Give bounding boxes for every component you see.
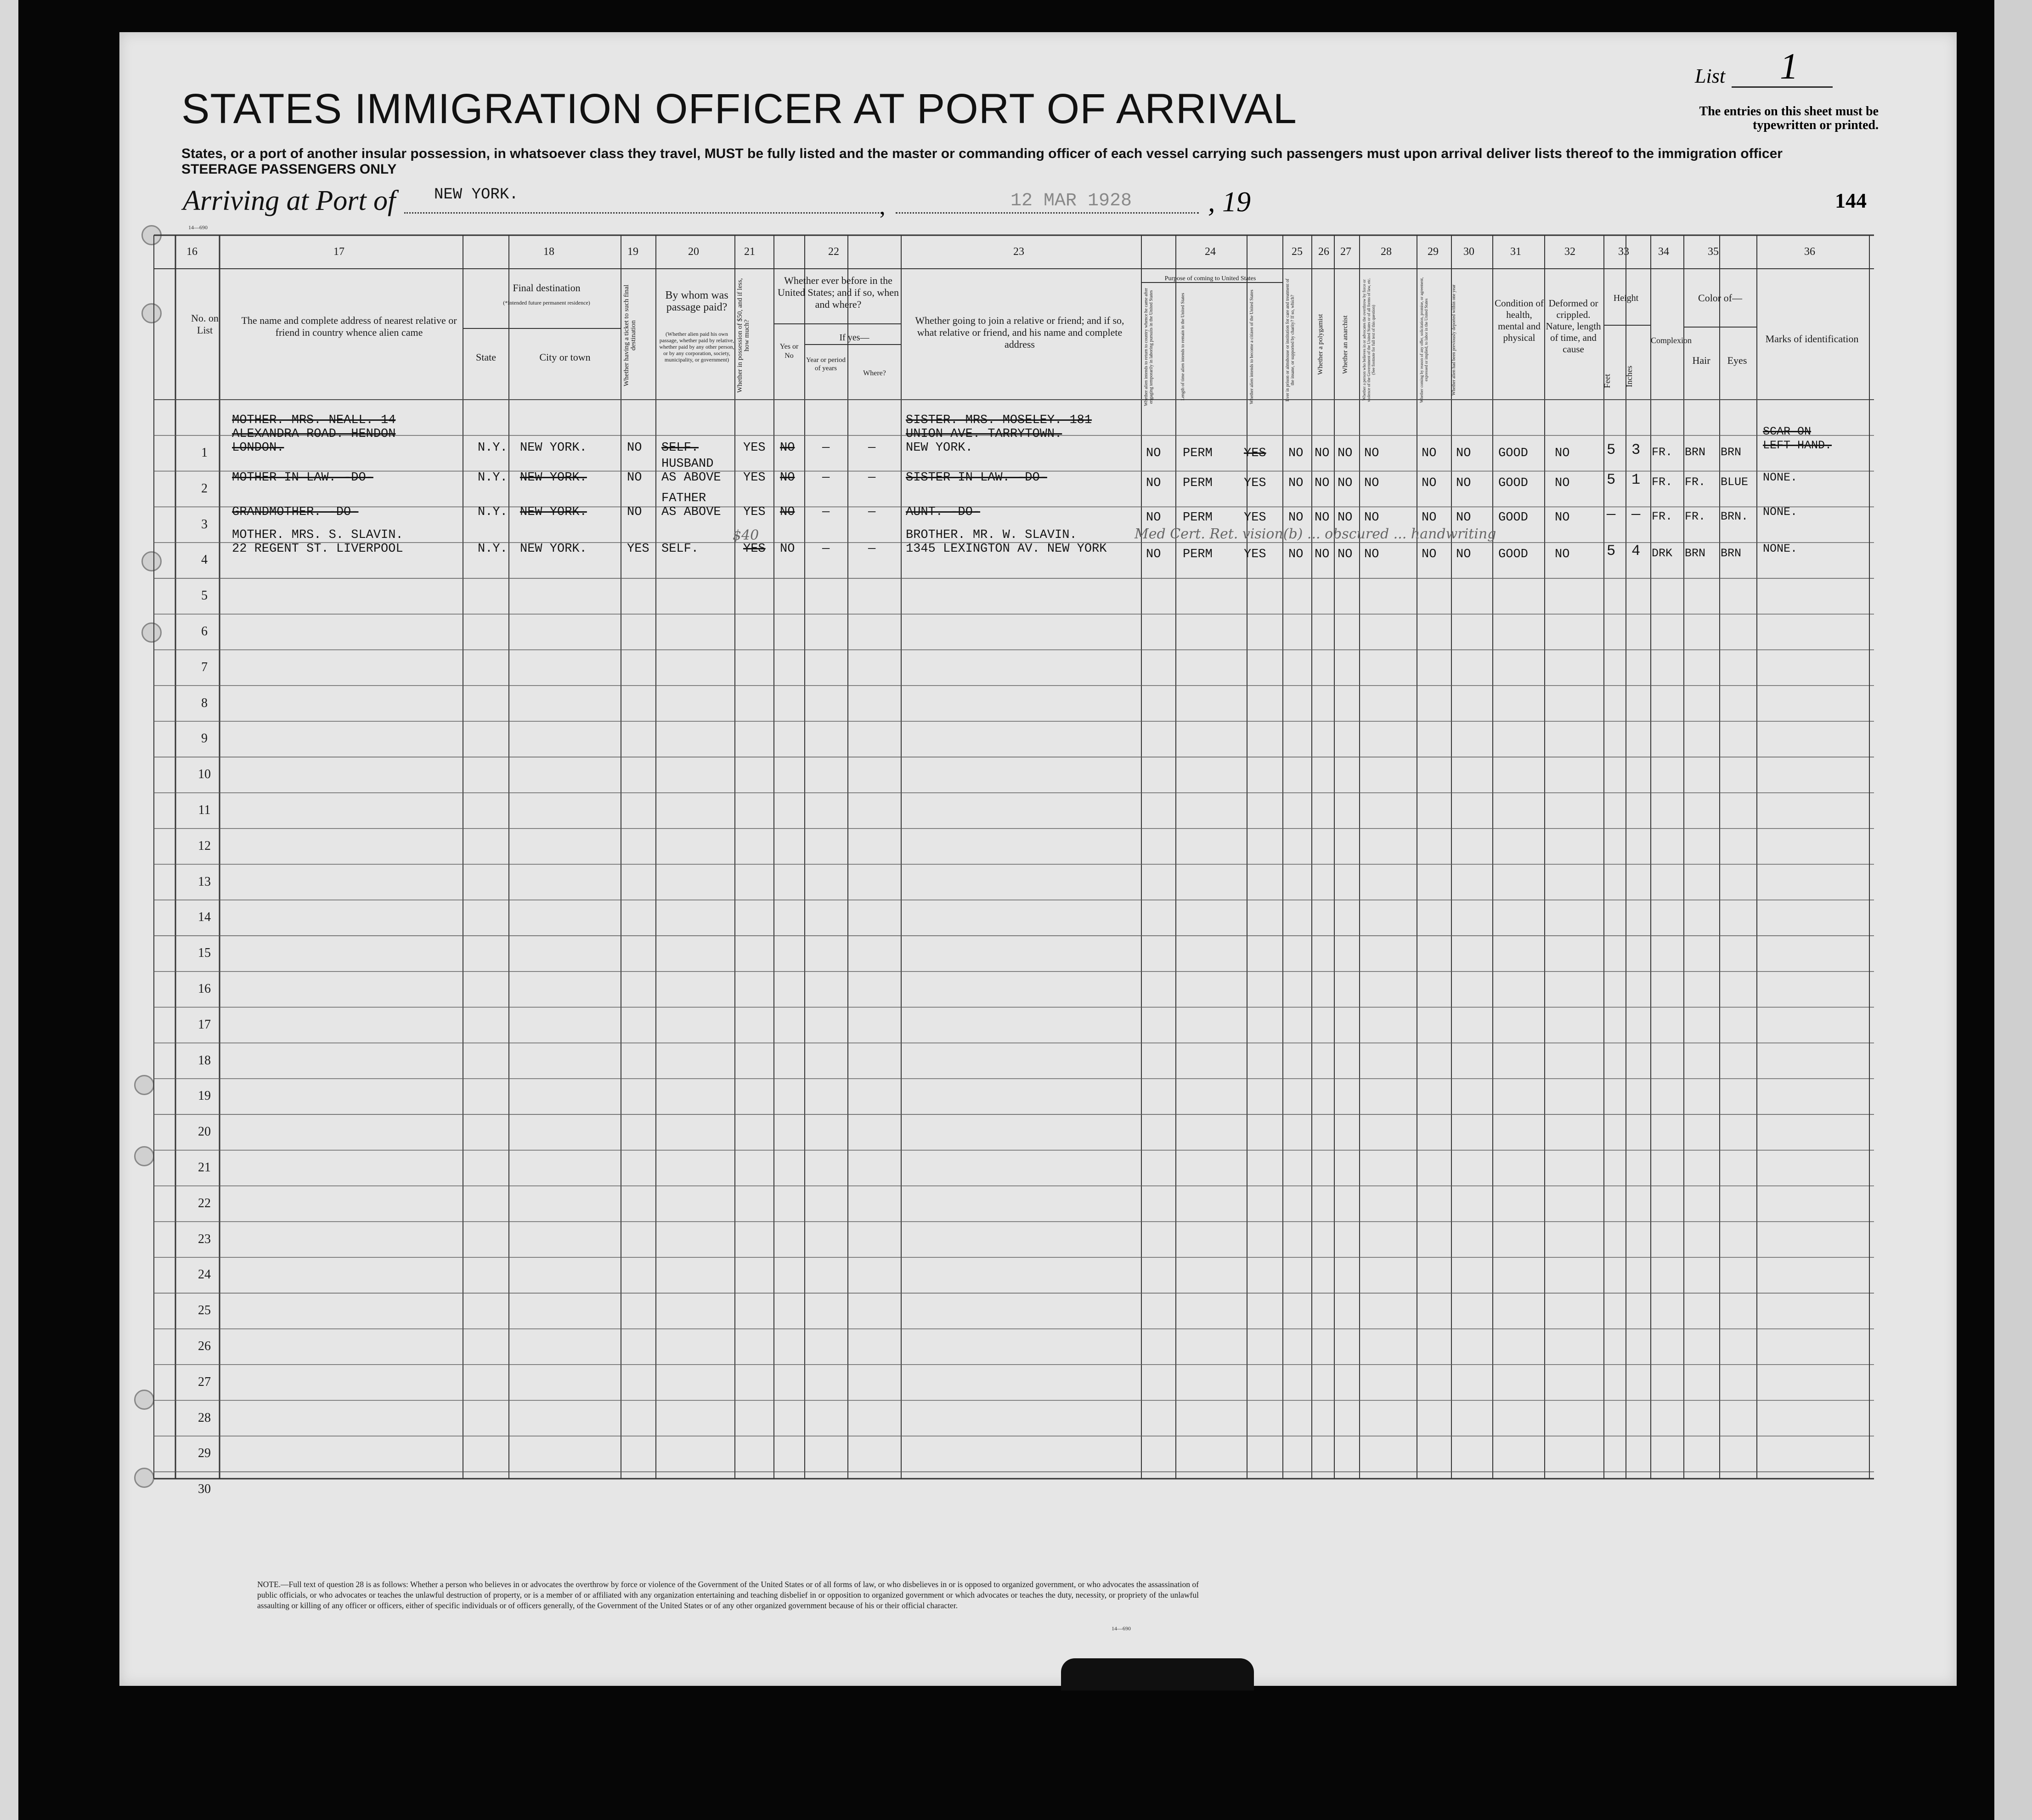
ticket-cell: NO	[627, 441, 642, 455]
header-prison: Ever in prison or almshouse or institution for care and treatment of the insane, or supported by charity? If so, which?	[1285, 278, 1295, 401]
column-number: 26	[1318, 246, 1329, 258]
eyes-cell: BRN.	[1721, 510, 1749, 523]
header-height: Height	[1613, 293, 1639, 303]
header-deported: Whether alien had been previously deported within one year	[1451, 284, 1456, 396]
header-purpose-return: Whether alien intends to return to country whence he came after engaging temporarily in laboring pursuits in the United States	[1144, 288, 1154, 406]
row-number: 2	[201, 481, 208, 496]
money-cell: YES	[743, 471, 766, 485]
row-number: 16	[198, 982, 211, 996]
year-label: , 19	[1208, 187, 1251, 218]
row-number: 4	[201, 553, 208, 567]
header-marks: Marks of identification	[1765, 333, 1859, 345]
column-number: 30	[1463, 246, 1474, 258]
joining-cell: 1345 LEXINGTON AV. NEW YORK	[906, 542, 1107, 556]
row-number: 23	[198, 1232, 211, 1246]
row-number: 3	[201, 517, 208, 531]
anarchist-cell: NO	[1338, 511, 1353, 525]
length-cell: PERM	[1183, 447, 1213, 460]
where-cell: —	[868, 441, 876, 455]
header-no-on-list: No. on List	[191, 312, 219, 336]
relative-address-line: MOTHER. MRS. NEALL. 14	[232, 413, 396, 427]
list-number: 1	[1780, 46, 1798, 87]
row-number: 20	[198, 1125, 211, 1139]
list-label: List	[1695, 65, 1726, 87]
row-number: 25	[198, 1303, 211, 1318]
prison-cell: NO	[1288, 476, 1304, 490]
header-labor-offer: Whether coming by reason of any offer, solicitation, promise, or agreement, expressed or implied, to labor in the United States	[1419, 277, 1428, 403]
header-eyes: Eyes	[1727, 355, 1747, 366]
header-joining: Whether going to join a relative or friend; and if so, what relative or friend, and his name and complete address	[915, 315, 1124, 350]
date-stamp: 12 MAR 1928	[1010, 191, 1132, 211]
return-cell: NO	[1146, 476, 1161, 490]
row-number: 24	[198, 1267, 211, 1282]
money-cell: YES	[743, 505, 766, 519]
deported-cell: NO	[1456, 511, 1471, 525]
column-number: 28	[1381, 246, 1392, 258]
header-deformed: Deformed or crippled. Nature, length of time, and cause	[1546, 298, 1601, 355]
where-cell: —	[868, 505, 876, 519]
column-number: 20	[688, 246, 699, 258]
health-cell: GOOD	[1498, 447, 1528, 460]
row-number: 29	[198, 1446, 211, 1461]
form-number-bottom: 14—690	[1112, 1625, 1131, 1632]
relative-address-line: MOTHER IN LAW. -DO-	[232, 471, 373, 485]
row-number: 1	[201, 446, 208, 460]
relative-address-line: LONDON.	[232, 441, 284, 455]
inches-cell: 1	[1631, 471, 1641, 488]
column-number: 31	[1510, 246, 1521, 258]
hair-cell: BRN	[1685, 446, 1706, 459]
state-cell: N.Y.	[478, 441, 508, 455]
column-number: 17	[333, 246, 344, 258]
before-us-cell: NO	[780, 441, 795, 455]
state-cell: N.Y.	[478, 542, 508, 556]
header-money: Whether in possession of $50, and if less, how much?	[736, 278, 751, 393]
header-before-us: Whether ever before in the United States; and if so, when and where?	[778, 275, 899, 310]
marks-cell: SCAR ON	[1763, 425, 1812, 438]
where-cell: —	[868, 542, 876, 556]
column-number: 21	[744, 246, 755, 258]
row-number: 13	[198, 874, 211, 889]
column-number: 27	[1340, 246, 1351, 258]
polygamist-cell: NO	[1315, 511, 1330, 525]
joining-cell: NEW YORK.	[906, 441, 973, 455]
column-number: 32	[1564, 246, 1575, 258]
prison-cell: NO	[1288, 511, 1304, 525]
feet-cell: 5	[1607, 471, 1616, 488]
before-us-cell: NO	[780, 471, 795, 485]
anarchist-cell: NO	[1338, 548, 1353, 561]
row-number: 18	[198, 1053, 211, 1068]
deported-cell: NO	[1456, 548, 1471, 561]
handwritten-money-note: $40	[733, 527, 759, 543]
header-state: State	[476, 351, 496, 363]
row-number: 8	[201, 695, 208, 710]
header-yes-no: Yes or No	[779, 343, 799, 360]
marks-cell: NONE.	[1763, 505, 1798, 519]
row-number: 22	[198, 1196, 211, 1210]
overthrow-cell: NO	[1364, 476, 1379, 490]
return-cell: NO	[1146, 548, 1161, 561]
inches-cell: 3	[1631, 441, 1641, 458]
city-cell: NEW YORK.	[520, 441, 587, 455]
deported-cell: NO	[1456, 476, 1471, 490]
page-title: STATES IMMIGRATION OFFICER AT PORT OF ARRIVAL	[181, 85, 1297, 132]
column-number: 23	[1013, 246, 1024, 258]
labor-offer-cell: NO	[1422, 511, 1437, 525]
ticket-cell: YES	[627, 542, 649, 556]
header-hair: Hair	[1692, 355, 1710, 366]
row-number: 26	[198, 1339, 211, 1353]
instructions-text: States, or a port of another insular possession, in whatsoever class they travel, MUST be fully listed and the master or commanding officer of each vessel carrying such passengers must upon arrival deliver lists thereof to the immigration officer	[181, 146, 1783, 161]
header-final-destination-sub: (*Intended future permanent residence)	[503, 300, 590, 306]
row-number: 21	[198, 1160, 211, 1175]
header-polygamist: Whether a polygamist	[1317, 314, 1324, 375]
city-cell: NEW YORK.	[520, 542, 587, 556]
joining-cell: SISTER IN LAW. -DO-	[906, 471, 1047, 485]
feet-cell: 5	[1607, 543, 1616, 560]
complexion-cell: DRK	[1652, 547, 1673, 560]
header-year: Year or period of years	[806, 356, 846, 372]
year-cell: —	[822, 441, 830, 455]
paid-by-cell: SELF.	[661, 441, 699, 455]
row-number: 9	[201, 731, 208, 746]
complexion-cell: FR.	[1652, 475, 1673, 489]
labor-offer-cell: NO	[1422, 476, 1437, 490]
column-number: 18	[543, 246, 554, 258]
eyes-cell: BRN	[1721, 446, 1742, 459]
paid-by-cell: FATHER	[661, 492, 706, 505]
overthrow-cell: NO	[1364, 548, 1379, 561]
deported-cell: NO	[1456, 447, 1471, 460]
citizen-cell: YES	[1244, 548, 1266, 561]
before-us-cell: NO	[780, 542, 795, 556]
inches-cell: 4	[1631, 543, 1641, 560]
header-final-destination: Final destination	[513, 282, 581, 294]
header-anarchist: Whether an anarchist	[1342, 315, 1349, 374]
return-cell: NO	[1146, 447, 1161, 460]
money-cell: YES	[743, 441, 766, 455]
sheet-number: 144	[1835, 189, 1867, 212]
money-cell: YES	[743, 542, 766, 556]
return-cell: NO	[1146, 511, 1161, 525]
row-number: 10	[198, 767, 211, 782]
eyes-cell: BRN	[1721, 547, 1742, 560]
footnote: NOTE.—Full text of question 28 is as follows: Whether a person who believes in or advocates the overthrow by force or violence of the Government of the United States or of all forms of law, or who disbelieves in or is opposed to organized government, or who advocates the assassination of public officials, or who advocates or teaches the unlawful destruction of property, or is a member of or affiliated with any organization entertaining and teaching disbelief in or opposition to organized government or which advocates or teaches the duty, necessity, or propriety of the unlawful assaulting or killing of any officer or officers, either of specific individuals or of officers generally, of the Government of the United States or of any other organized government because of his or their official character.	[257, 1580, 1199, 1610]
column-number: 16	[186, 246, 198, 258]
hair-cell: BRN	[1685, 547, 1706, 560]
paid-by-cell: HUSBAND	[661, 457, 714, 471]
entries-note: The entries on this sheet must be typewritten or printed.	[1699, 104, 1879, 132]
before-us-cell: NO	[780, 505, 795, 519]
column-number: 36	[1804, 246, 1815, 258]
form-number-top: 14—690	[188, 224, 208, 231]
overthrow-cell: NO	[1364, 447, 1379, 460]
column-number: 22	[828, 246, 839, 258]
header-overthrow: Whether a person who believes in or advocates the overthrow by force or violence of the Government of the United States or of all forms of law, etc. (See footnote for full text of this question)	[1362, 278, 1376, 402]
header-feet: Feet	[1603, 374, 1612, 389]
header-relative-address: The name and complete address of nearest relative or friend in country whence alien came	[241, 315, 457, 338]
state-cell: N.Y.	[478, 471, 508, 485]
row-number: 15	[198, 946, 211, 961]
length-cell: PERM	[1183, 548, 1213, 561]
health-cell: GOOD	[1498, 548, 1528, 561]
hair-cell: FR.	[1685, 510, 1706, 523]
relative-address-line: MOTHER. MRS. S. SLAVIN.	[232, 528, 403, 542]
labor-offer-cell: NO	[1422, 447, 1437, 460]
overthrow-cell: NO	[1364, 511, 1379, 525]
header-color: Color of—	[1698, 292, 1742, 304]
labor-offer-cell: NO	[1422, 548, 1437, 561]
year-cell: —	[822, 542, 830, 556]
deformed-cell: NO	[1555, 511, 1570, 525]
column-number: 35	[1708, 246, 1719, 258]
marks-cell: NONE.	[1763, 471, 1798, 484]
paid-by-cell: SELF.	[661, 542, 699, 556]
paid-by-cell: AS ABOVE	[661, 471, 721, 485]
deformed-cell: NO	[1555, 476, 1570, 490]
header-passage-sub: (Whether alien paid his own passage, whether paid by relative, whether paid by any other person, or by any corporation, society, municipality, or government)	[659, 331, 734, 363]
header-inches: Inches	[1625, 366, 1634, 388]
city-cell: NEW YORK.	[520, 471, 587, 485]
polygamist-cell: NO	[1315, 476, 1330, 490]
marks-cell: NONE.	[1763, 542, 1798, 555]
column-number: 19	[627, 246, 638, 258]
row-number: 17	[198, 1017, 211, 1032]
port-value: NEW YORK.	[434, 186, 519, 203]
state-cell: N.Y.	[478, 505, 508, 519]
header-where: Where?	[863, 369, 886, 377]
year-cell: —	[822, 505, 830, 519]
feet-cell: —	[1607, 506, 1616, 523]
steerage-label: STEERAGE PASSENGERS ONLY	[181, 162, 397, 177]
header-health: Condition of health, mental and physical	[1495, 298, 1544, 343]
row-number: 19	[198, 1089, 211, 1103]
row-number: 14	[198, 910, 211, 925]
inches-cell: —	[1631, 506, 1641, 523]
row-number: 28	[198, 1410, 211, 1425]
anarchist-cell: NO	[1338, 476, 1353, 490]
joining-cell: AUNT. -DO-	[906, 505, 981, 519]
citizen-cell: YES	[1244, 447, 1266, 460]
polygamist-cell: NO	[1315, 447, 1330, 460]
relative-address-line: 22 REGENT ST. LIVERPOOL	[232, 542, 403, 556]
ticket-cell: NO	[627, 505, 642, 519]
anarchist-cell: NO	[1338, 447, 1353, 460]
joining-cell: UNION AVE. TARRYTOWN.	[906, 427, 1062, 441]
complexion-cell: FR.	[1652, 510, 1673, 523]
complexion-cell: FR.	[1652, 446, 1673, 459]
length-cell: PERM	[1183, 511, 1213, 525]
prison-cell: NO	[1288, 548, 1304, 561]
handwritten-row3-note: Med Cert. Ret. vision(b) ... obscured ... handwriting	[1135, 526, 1496, 542]
header-city: City or town	[539, 351, 591, 363]
row-number: 12	[198, 838, 211, 853]
where-cell: —	[868, 471, 876, 485]
row-number: 27	[198, 1374, 211, 1389]
health-cell: GOOD	[1498, 476, 1528, 490]
joining-cell: SISTER. MRS. MOSELEY. 181	[906, 413, 1092, 427]
row-number: 5	[201, 588, 208, 603]
deformed-cell: NO	[1555, 548, 1570, 561]
column-number: 33	[1618, 246, 1629, 258]
comma-separator: ,	[880, 193, 886, 219]
header-if-yes: If yes—	[839, 333, 869, 343]
header-ticket: Whether having a ticket to such final destination	[623, 284, 637, 386]
column-number: 29	[1428, 246, 1439, 258]
row-number: 11	[198, 803, 211, 817]
citizen-cell: YES	[1244, 476, 1266, 490]
year-cell: —	[822, 471, 830, 485]
relative-address-line: ALEXANDRA ROAD. HENDON	[232, 427, 396, 441]
marks-cell: LEFT HAND.	[1763, 439, 1832, 452]
hair-cell: FR.	[1685, 475, 1706, 489]
polygamist-cell: NO	[1315, 548, 1330, 561]
column-number: 25	[1292, 246, 1303, 258]
row-number: 30	[198, 1482, 211, 1497]
header-purpose: Purpose of coming to United States	[1164, 275, 1256, 282]
health-cell: GOOD	[1498, 511, 1528, 525]
page-tab	[1061, 1658, 1254, 1690]
deformed-cell: NO	[1555, 447, 1570, 460]
column-number: 24	[1205, 246, 1216, 258]
ticket-cell: NO	[627, 471, 642, 485]
header-passage: By whom was passage paid?	[665, 289, 728, 313]
column-number: 34	[1658, 246, 1669, 258]
citizen-cell: YES	[1244, 511, 1266, 525]
header-purpose-length: Length of time alien intends to remain in the United States	[1180, 293, 1185, 401]
row-number: 6	[201, 624, 208, 639]
prison-cell: NO	[1288, 447, 1304, 460]
joining-cell: BROTHER. MR. W. SLAVIN.	[906, 528, 1077, 542]
header-purpose-citizen: Whether alien intends to become a citizen of the United States	[1249, 289, 1254, 404]
row-number: 7	[201, 660, 208, 674]
paid-by-cell: AS ABOVE	[661, 505, 721, 519]
eyes-cell: BLUE	[1721, 475, 1749, 489]
relative-address-line: GRANDMOTHER. -DO-	[232, 505, 359, 519]
length-cell: PERM	[1183, 476, 1213, 490]
arriving-label: Arriving at Port of	[183, 185, 396, 216]
header-complexion: Complexion	[1651, 336, 1692, 345]
city-cell: NEW YORK.	[520, 505, 587, 519]
feet-cell: 5	[1607, 441, 1616, 458]
